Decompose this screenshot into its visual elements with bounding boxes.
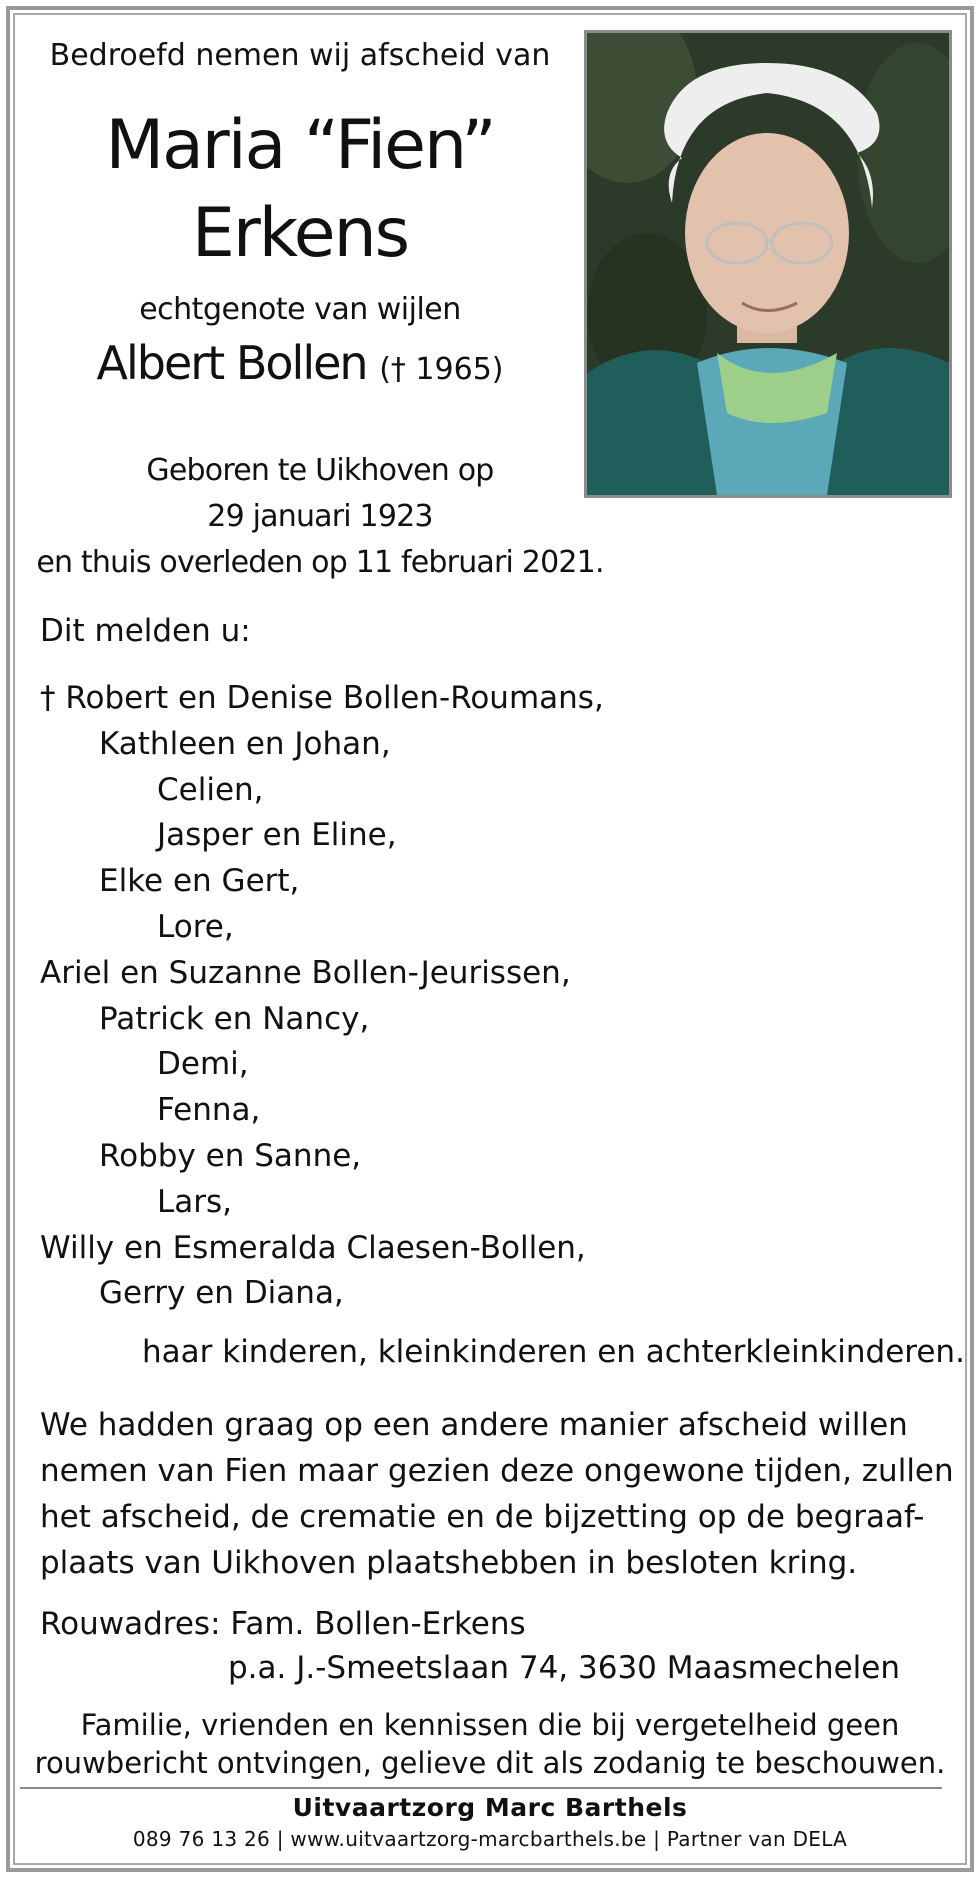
born-line-3: en thuis overleden op 11 februari 2021. [36, 545, 604, 580]
message-line: het afscheid, de crematie en de bijzetting op de begraaf- [40, 1499, 925, 1535]
family-member: Elke en Gert, [99, 863, 300, 900]
announce-heading: Dit melden u: [40, 613, 251, 649]
spouse-death-year: († 1965) [379, 352, 504, 387]
family-member: Robby en Sanne, [99, 1137, 362, 1174]
footer-divider [20, 1787, 942, 1789]
notice-text [20, 1706, 960, 1782]
relation-text: haar kinderen, kleinkinderen en achterkleinkinderen. [142, 1334, 965, 1370]
deceased-name [30, 102, 570, 278]
born-line-1: Geboren te Uikhoven op [146, 453, 494, 488]
deceased-name-line1: Maria “Fien” [105, 106, 495, 185]
portrait-photo [584, 30, 952, 498]
message-line: nemen van Fien maar gezien deze ongewone tijden, zullen [40, 1453, 954, 1489]
family-member: Patrick en Nancy, [99, 1000, 370, 1037]
born-line-2: 29 januari 1923 [207, 499, 433, 534]
family-member: Lars, [157, 1183, 233, 1220]
family-member: † Robert en Denise Bollen-Roumans, [40, 680, 604, 716]
family-list [40, 676, 604, 1317]
spouse-name-line [30, 336, 570, 390]
funeral-company-contact: 089 76 13 26 | www.uitvaartzorg-marcbarthels.be | Partner van DELA [132, 1827, 848, 1851]
family-member: Jasper en Eline, [157, 817, 397, 854]
family-member: Kathleen en Johan, [99, 725, 391, 762]
message-line: We hadden graag op een andere manier afscheid willen [40, 1407, 908, 1443]
family-member: Willy en Esmeralda Claesen-Bollen, [40, 1229, 586, 1266]
family-member: Fenna, [157, 1092, 261, 1129]
family-member: Gerry en Diana, [99, 1275, 344, 1312]
notice-line-1: Familie, vrienden en kennissen die bij vergetelheid geen [80, 1708, 900, 1742]
funeral-company-name: Uitvaartzorg Marc Barthels [292, 1793, 688, 1822]
spouse-name: Albert Bollen [96, 336, 367, 390]
family-member: Lore, [157, 908, 234, 945]
deceased-name-line2: Erkens [191, 194, 409, 273]
family-member: Demi, [157, 1046, 249, 1083]
funeral-message [40, 1402, 954, 1586]
message-line: plaats van Uikhoven plaatshebben in besloten kring. [40, 1545, 858, 1581]
birth-death-info [0, 448, 640, 586]
family-member: Ariel en Suzanne Bollen-Jeurissen, [40, 954, 571, 991]
family-member: Celien, [157, 771, 264, 808]
spouse-label: echtgenote van wijlen [139, 292, 461, 327]
intro-text: Bedroefd nemen wij afscheid van [49, 38, 551, 73]
notice-line-2: rouwbericht ontvingen, gelieve dit als zodanig te beschouwen. [34, 1746, 946, 1780]
mourning-address: p.a. J.-Smeetslaan 74, 3630 Maasmechelen [228, 1650, 901, 1686]
mourning-address-label: Rouwadres: Fam. Bollen-Erkens [40, 1606, 526, 1642]
